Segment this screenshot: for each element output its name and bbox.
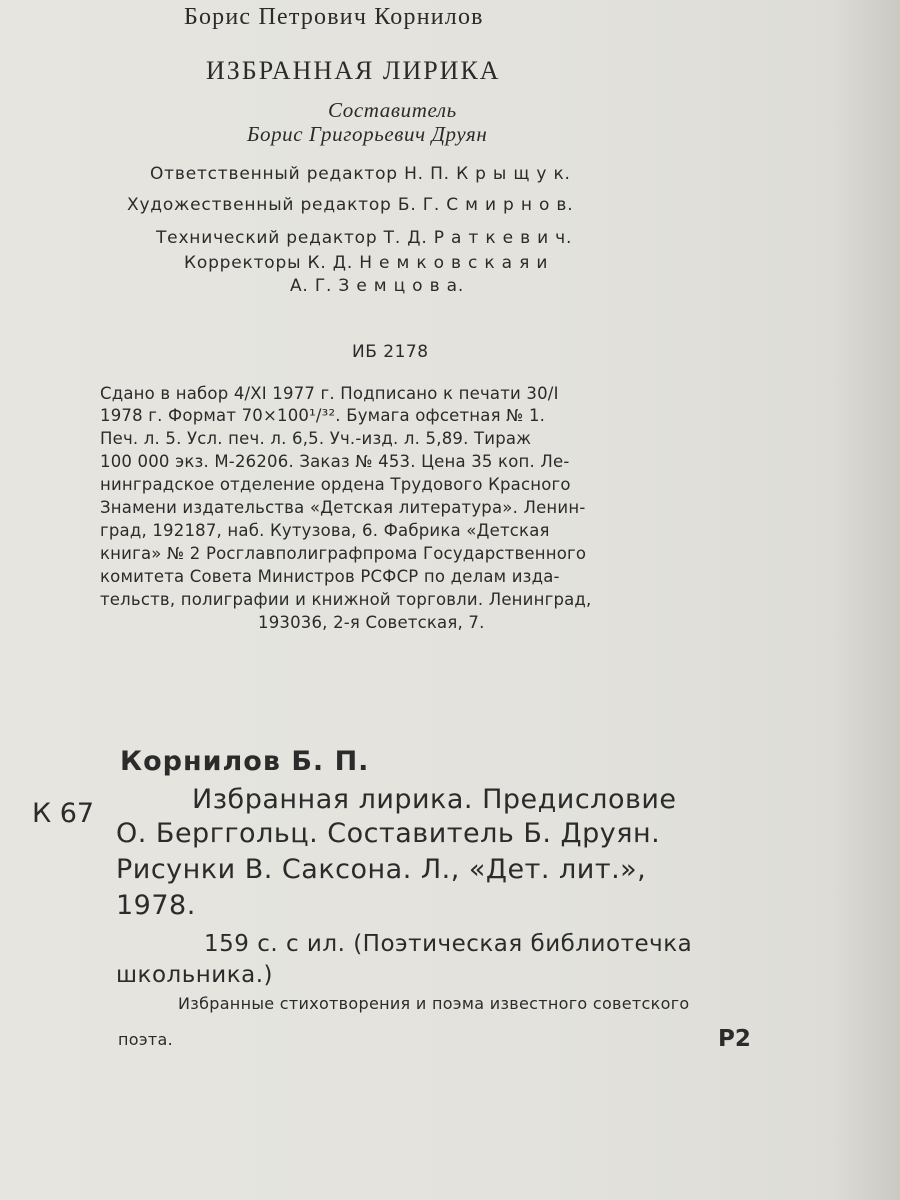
imprint-line: 1978 г. Формат 70×100¹/³². Бумага офсетная № 1.	[100, 406, 546, 425]
pages-line: школьника.)	[116, 962, 274, 988]
pages-line: 159 с. с ил. (Поэтическая библиотечка	[204, 931, 693, 957]
catalog-code: К 67	[32, 798, 95, 829]
bib-line: Избранная лирика. Предисловие	[192, 784, 677, 815]
imprint-line: книга» № 2 Росглавполиграфпрома Государственного	[100, 544, 587, 563]
ib-number: ИБ 2178	[352, 342, 429, 362]
credit-art-editor: Художественный редактор Б. Г. С м и р н о в.	[127, 195, 574, 215]
book-author: Борис Петрович Корнилов	[184, 4, 484, 30]
imprint-line: град, 192187, наб. Кутузова, 6. Фабрика «Детская	[100, 521, 550, 540]
credit-proofreaders-cont: А. Г. З е м ц о в а.	[290, 276, 465, 296]
bib-line: 1978.	[116, 890, 196, 921]
credit-proofreaders: Корректоры К. Д. Н е м к о в с к а я и	[184, 253, 549, 273]
annotation-line: Избранные стихотворения и поэма известного советского	[178, 994, 690, 1013]
imprint-line: 100 000 экз. М-26206. Заказ № 453. Цена 35 коп. Ле-	[100, 452, 570, 471]
bib-line: Рисунки В. Саксона. Л., «Дет. лит.»,	[116, 854, 647, 885]
imprint-line: комитета Совета Министров РСФСР по делам изда-	[100, 567, 560, 586]
page-edge-shadow	[830, 0, 900, 1200]
credit-tech-editor: Технический редактор Т. Д. Р а т к е в и ч.	[156, 228, 573, 248]
imprint-line: Знамени издательства «Детская литература». Ленин-	[100, 498, 586, 517]
imprint-line: 193036, 2-я Советская, 7.	[258, 613, 485, 632]
imprint-line: тельств, полиграфии и книжной торговли. Ленинград,	[100, 590, 592, 609]
imprint-line: Печ. л. 5. Усл. печ. л. 6,5. Уч.-изд. л. 5,89. Тираж	[100, 429, 532, 448]
annotation-line: поэта.	[118, 1030, 174, 1049]
compiler-label: Составитель	[328, 98, 457, 122]
imprint-line: Сдано в набор 4/XI 1977 г. Подписано к печати 30/I	[100, 384, 559, 403]
bib-line: О. Берггольц. Составитель Б. Друян.	[116, 818, 661, 849]
compiler-name: Борис Григорьевич Друян	[247, 122, 488, 146]
imprint-line: нинградское отделение ордена Трудового Красного	[100, 475, 571, 494]
credit-editor: Ответственный редактор Н. П. К р ы щ у к.	[150, 164, 571, 184]
catalog-card-heading: Корнилов Б. П.	[120, 746, 370, 777]
book-title: ИЗБРАННАЯ ЛИРИКА	[206, 56, 501, 85]
classification-index: Р2	[718, 1026, 751, 1052]
